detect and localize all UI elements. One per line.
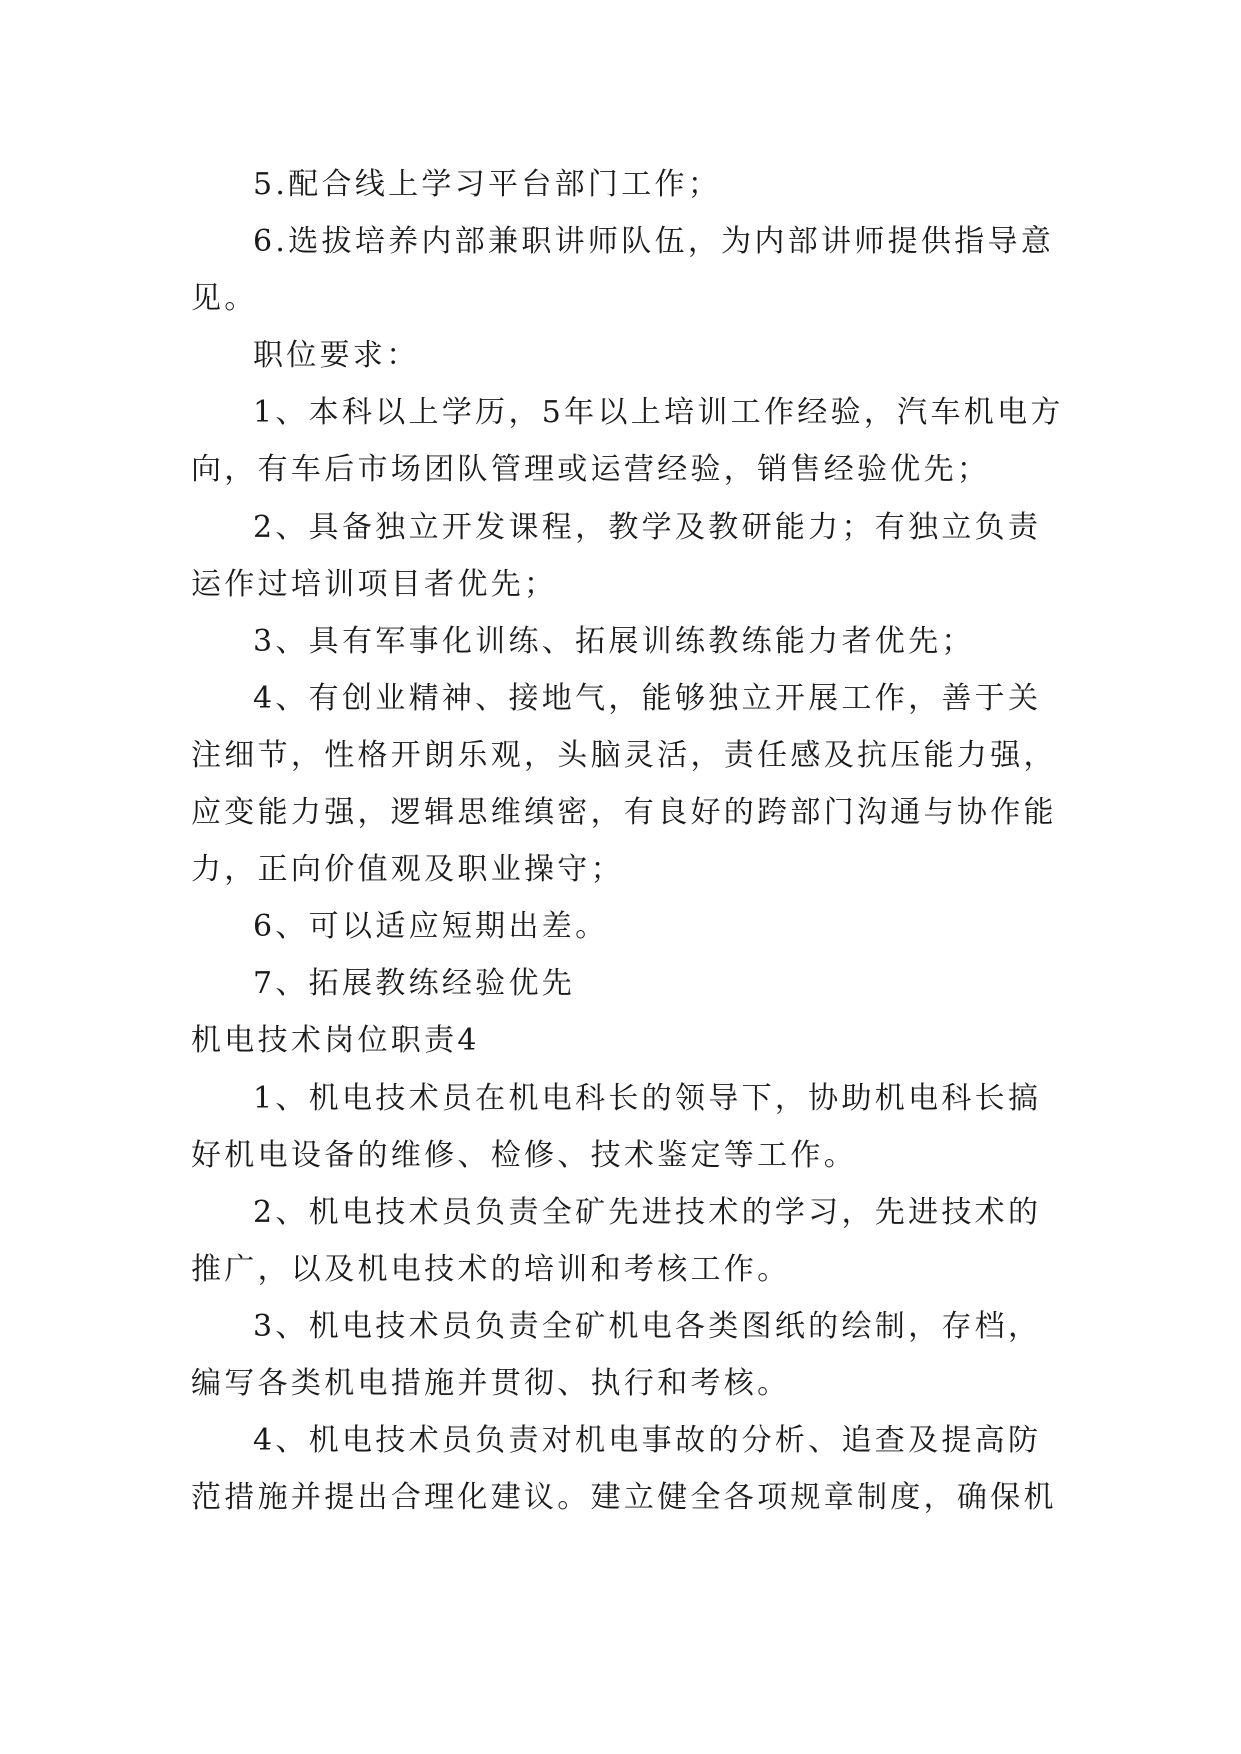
body-line: 6.选拔培养内部兼职讲师队伍，为内部讲师提供指导意	[253, 224, 1055, 260]
body-line: 向，有车后市场团队管理或运营经验，销售经验优先；	[191, 452, 991, 488]
section-heading: 职位要求：	[253, 338, 420, 374]
body-line: 2、具备独立开发课程，教学及教研能力；有独立负责	[253, 509, 1042, 545]
body-line: 应变能力强，逻辑思维缜密，有良好的跨部门沟通与协作能	[191, 795, 1057, 831]
body-line: 运作过培训项目者优先；	[191, 566, 558, 602]
body-line: 3、机电技术员负责全矿机电各类图纸的绘制，存档，	[253, 1308, 1042, 1344]
section-title: 机电技术岗位职责4	[191, 1023, 480, 1059]
body-line: 6、可以适应短期出差。	[253, 909, 609, 945]
body-line: 4、有创业精神、接地气，能够独立开展工作，善于关	[253, 680, 1042, 716]
body-line: 3、具有军事化训练、拓展训练教练能力者优先；	[253, 623, 975, 659]
body-line: 4、机电技术员负责对机电事故的分析、追查及提高防	[253, 1423, 1042, 1459]
body-line: 推广，以及机电技术的培训和考核工作。	[191, 1251, 791, 1287]
body-line: 1、本科以上学历，5年以上培训工作经验，汽车机电方	[253, 395, 1064, 431]
body-line: 力，正向价值观及职业操守；	[191, 852, 624, 888]
body-line: 2、机电技术员负责全矿先进技术的学习，先进技术的	[253, 1194, 1042, 1230]
body-line: 7、拓展教练经验优先	[253, 966, 576, 1002]
body-line: 5.配合线上学习平台部门工作；	[253, 167, 722, 202]
body-line: 注细节，性格开朗乐观，头脑灵活，责任感及抗压能力强，	[191, 737, 1057, 773]
body-line: 范措施并提出合理化建议。建立健全各项规章制度，确保机	[191, 1480, 1057, 1516]
body-line: 编写各类机电措施并贯彻、执行和考核。	[191, 1365, 791, 1401]
body-line: 1、机电技术员在机电科长的领导下，协助机电科长搞	[253, 1080, 1042, 1116]
document-body	[191, 156, 1064, 1526]
body-line: 见。	[191, 281, 258, 317]
body-line: 好机电设备的维修、检修、技术鉴定等工作。	[191, 1137, 857, 1173]
